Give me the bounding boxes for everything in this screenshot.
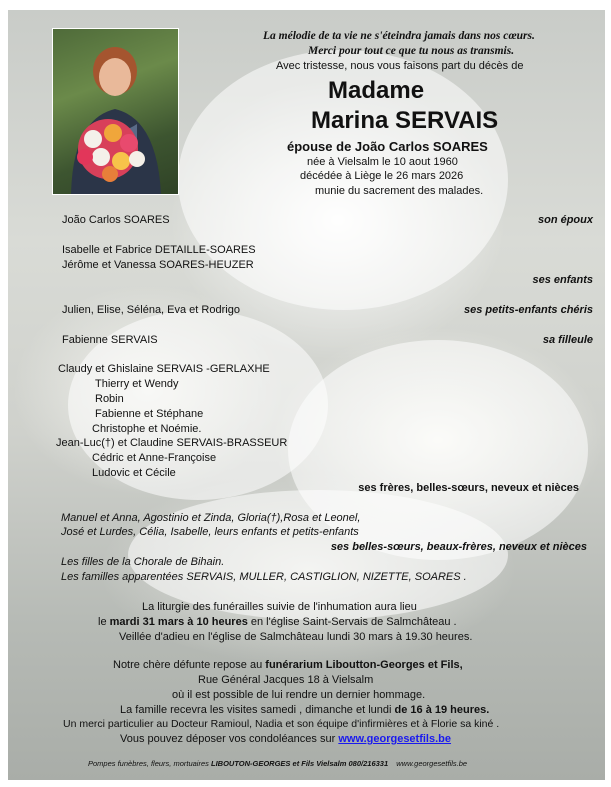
visits-hours: de 16 à 19 heures. — [394, 704, 490, 716]
sibling-1: Claudy et Ghislaine SERVAIS -GERLAXHE — [58, 363, 270, 375]
choir-line: Les filles de la Chorale de Bihain. — [61, 556, 225, 568]
siblings-role: ses frères, belles-sœurs, neveux et nièces — [358, 482, 579, 494]
sibling-7: Cédric et Anne-Françoise — [92, 452, 217, 464]
grandchildren-role: ses petits-enfants chéris — [464, 304, 593, 316]
address-line: Rue Général Jacques 18 à Vielsalm — [198, 674, 374, 686]
liturgy-line: La liturgie des funérailles suivie de l'inhumation aura lieu — [142, 601, 417, 613]
sibling-5: Christophe et Noémie. — [92, 423, 202, 435]
portrait-illustration — [53, 29, 178, 194]
liturgy-date-pre: le — [98, 616, 107, 628]
spouse-name: João Carlos SOARES — [62, 214, 170, 226]
homage-line: où il est possible de lui rendre un dernier hommage. — [172, 689, 426, 701]
title-madame: Madame — [328, 77, 425, 104]
spouse-line: épouse de João Carlos SOARES — [287, 139, 488, 154]
visits-line — [120, 704, 489, 716]
obituary-card — [8, 10, 605, 780]
child-2: Jérôme et Vanessa SOARES-HEUZER — [62, 259, 254, 271]
goddaughter-role: sa filleule — [542, 334, 593, 346]
liturgy-date: mardi 31 mars à 10 heures — [109, 616, 248, 628]
death-line: décédée à Liège le 26 mars 2026 — [300, 170, 464, 182]
footer-services: Pompes funèbres, fleurs, mortuaires — [88, 759, 209, 768]
liturgy-date-line — [98, 616, 457, 628]
child-1: Isabelle et Fabrice DETAILLE-SOARES — [62, 244, 256, 256]
condolences-text: Vous pouvez déposer vos condoléances sur — [120, 733, 336, 745]
footer-company: LIBOUTON-GEORGES et Fils Vielsalm 080/216331 — [210, 759, 389, 768]
footer — [88, 759, 467, 768]
footer-url: www.georgesetfils.be — [396, 759, 468, 768]
condolences-line — [120, 733, 451, 745]
children-role: ses enfants — [532, 274, 593, 286]
sacrament-line: munie du sacrement des malades. — [315, 185, 484, 197]
sibling-2: Thierry et Wendy — [95, 378, 179, 390]
intro-text: Avec tristesse, nous vous faisons part du décès de — [276, 60, 524, 72]
sibling-6: Jean-Luc(†) et Claudine SERVAIS-BRASSEUR — [56, 437, 288, 449]
condolences-link[interactable]: www.georgesetfils.be — [338, 733, 452, 745]
inlaws-role: ses belles-sœurs, beaux-frères, neveux et nièces — [330, 541, 587, 553]
sibling-4: Fabienne et Stéphane — [95, 408, 204, 420]
liturgy-place: en l'église Saint-Servais de Salmchâteau . — [250, 616, 457, 628]
spouse-role: son époux — [537, 214, 593, 226]
goddaughter: Fabienne SERVAIS — [62, 334, 158, 346]
funeral-home-name: funérarium Liboutton-Georges et Fils, — [265, 659, 463, 671]
sibling-3: Robin — [95, 393, 124, 405]
sibling-8: Ludovic et Cécile — [92, 467, 176, 479]
vigil-line: Veillée d'adieu en l'église de Salmchâteau lundi 30 mars à 19.30 heures. — [119, 631, 473, 643]
birth-line: née à Vielsalm le 10 aout 1960 — [307, 156, 458, 168]
deceased-name: Marina SERVAIS — [311, 107, 499, 134]
grandchildren: Julien, Elise, Séléna, Eva et Rodrigo — [62, 304, 240, 316]
related-families: Les familles apparentées SERVAIS, MULLER, CASTIGLION, NIZETTE, SOARES . — [61, 571, 467, 583]
portrait-photo — [52, 28, 179, 195]
funeral-home-pre: Notre chère défunte repose au — [113, 659, 263, 671]
thanks-line: Un merci particulier au Docteur Ramioul, Nadia et son équipe d'infirmières et à Florie sa kiné . — [63, 718, 500, 730]
funeral-home-line — [113, 659, 463, 671]
visits-days: La famille recevra les visites samedi , dimanche et lundi — [120, 704, 392, 716]
quote-line-2: Merci pour tout ce que tu nous as transmis. — [308, 45, 515, 57]
quote-line-1: La mélodie de ta vie ne s'éteindra jamais dans nos cœurs. — [263, 30, 535, 42]
inlaws-line-1: Manuel et Anna, Agostinio et Zinda, Gloria(†),Rosa et Leonel, — [61, 512, 361, 524]
inlaws-line-2: José et Lurdes, Célia, Isabelle, leurs enfants et petits-enfants — [61, 526, 359, 538]
